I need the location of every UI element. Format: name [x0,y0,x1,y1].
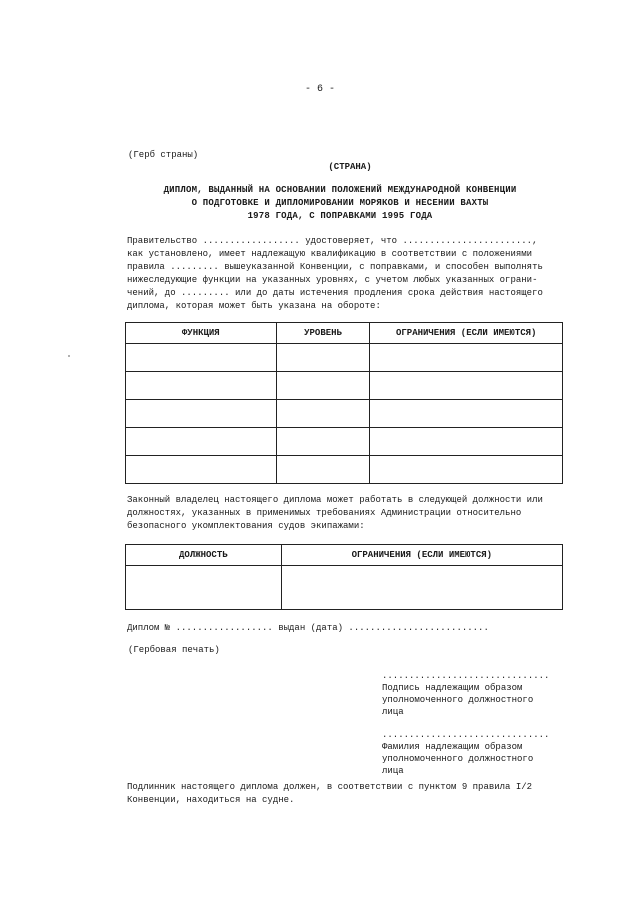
level-cell[interactable] [276,456,370,484]
column-header-position: ДОЛЖНОСТЬ [126,545,282,566]
intro-line: нижеследующие функции на указанных уровнях, с учетом любых указанных ограни- [127,275,538,285]
signature-block [382,670,549,718]
intro-line: правила ......... вышеуказанной Конвенции, с поправками, и способен выполнять [127,262,543,272]
footer-line: Конвенции, находиться на судне. [127,795,295,805]
holder-line: должностях, указанных в применимых требованиях Администрации относительно [127,508,522,518]
name-caption: уполномоченного должностного [382,754,534,764]
holder-line: безопасного укомплектования судов экипажами: [127,521,365,531]
name-block [382,729,549,777]
function-cell[interactable] [126,344,277,372]
name-line[interactable]: ............................... [382,730,550,740]
limitations-cell[interactable] [370,456,563,484]
function-cell[interactable] [126,428,277,456]
holder-paragraph [127,494,567,533]
function-cell[interactable] [126,400,277,428]
intro-line: Правительство .................. удостоверяет, что ........................, [127,236,538,246]
intro-line: как установлено, имеет надлежащую квалификацию в соответствии с положениями [127,249,533,259]
column-header-limitations: ОГРАНИЧЕНИЯ (ЕСЛИ ИМЕЮТСЯ) [281,545,562,566]
table-row [126,566,563,610]
table-row [126,344,563,372]
page-number: - 6 - [304,84,335,95]
table-row [126,400,563,428]
functions-table [125,322,563,484]
signature-caption: лица [382,707,404,717]
limitations-cell[interactable] [370,400,563,428]
limitations-cell[interactable] [370,428,563,456]
document-title [110,184,570,223]
seal-label: (Гербовая печать) [128,645,220,655]
positions-header-row [126,545,563,566]
title-line: ДИПЛОМ, ВЫДАННЫЙ НА ОСНОВАНИИ ПОЛОЖЕНИЙ МЕЖДУНАРОДНОЙ КОНВЕНЦИИ [163,185,517,195]
table-row [126,428,563,456]
function-cell[interactable] [126,372,277,400]
footer-note [127,781,567,807]
signature-caption: уполномоченного должностного [382,695,534,705]
title-line: О ПОДГОТОВКЕ И ДИПЛОМИРОВАНИИ МОРЯКОВ И НЕСЕНИИ ВАХТЫ [191,198,489,208]
column-header-level: УРОВЕНЬ [276,323,370,344]
intro-paragraph [127,235,567,313]
table-row [126,456,563,484]
functions-header-row [126,323,563,344]
title-line: 1978 ГОДА, С ПОПРАВКАМИ 1995 ГОДА [247,211,433,221]
intro-line: диплома, которая может быть указана на обороте: [127,301,381,311]
position-cell[interactable] [126,566,282,610]
table-row [126,372,563,400]
limitations-cell[interactable] [370,344,563,372]
level-cell[interactable] [276,372,370,400]
footer-line: Подлинник настоящего диплома должен, в соответствии с пунктом 9 правила I/2 [127,782,533,792]
signature-line[interactable]: ............................... [382,671,550,681]
signature-caption: Подпись надлежащим образом [382,683,523,693]
limitations-cell[interactable] [370,372,563,400]
limitations-cell[interactable] [281,566,562,610]
column-header-function: ФУНКЦИЯ [126,323,277,344]
level-cell[interactable] [276,400,370,428]
country-label: (СТРАНА) [328,162,372,172]
margin-mark [68,355,70,357]
column-header-limitations: ОГРАНИЧЕНИЯ (ЕСЛИ ИМЕЮТСЯ) [370,323,563,344]
diploma-number-line: Диплом № .................. выдан (дата) .......................... [127,623,489,633]
coat-of-arms-label: (Герб страны) [128,150,199,160]
function-cell[interactable] [126,456,277,484]
name-caption: лица [382,766,404,776]
level-cell[interactable] [276,428,370,456]
name-caption: Фамилия надлежащим образом [382,742,523,752]
holder-line: Законный владелец настоящего диплома может работать в следующей должности или [127,495,543,505]
intro-line: чений, до ......... или до даты истечения продления срока действия настоящего [127,288,543,298]
level-cell[interactable] [276,344,370,372]
positions-table [125,544,563,610]
